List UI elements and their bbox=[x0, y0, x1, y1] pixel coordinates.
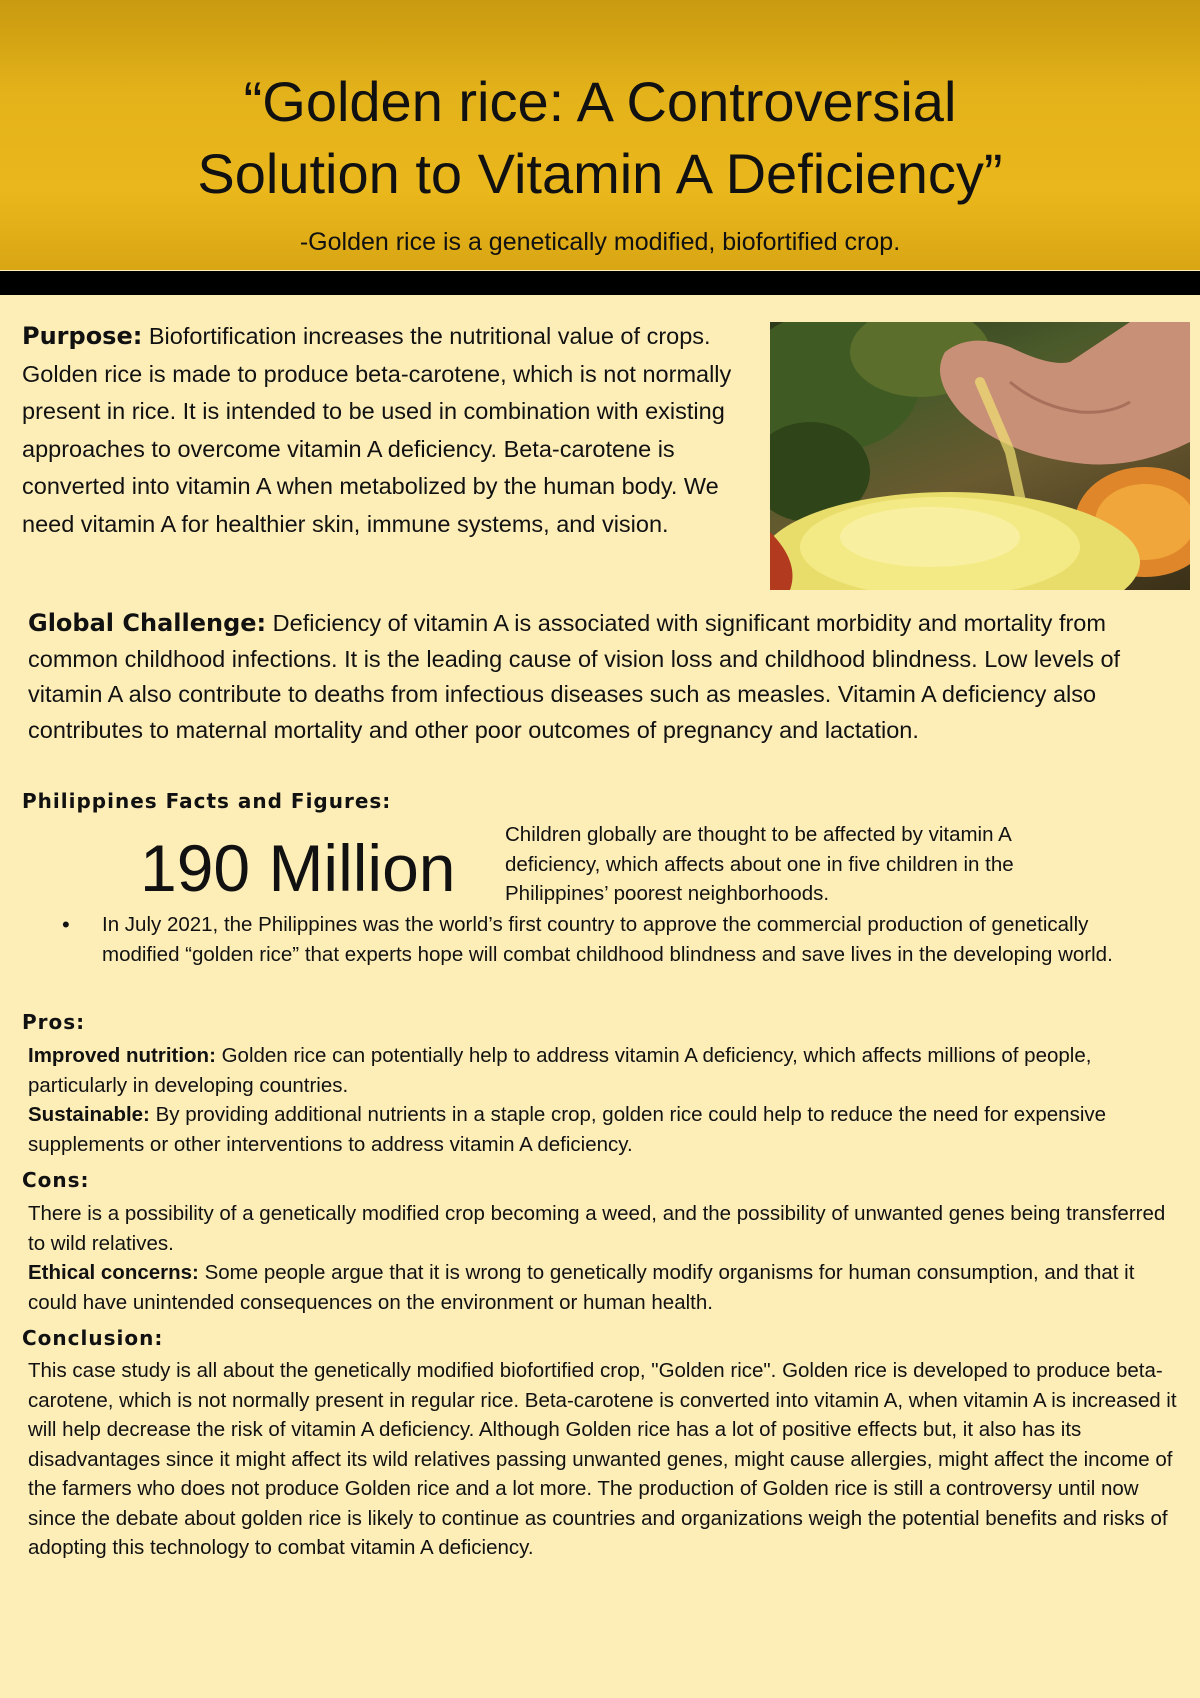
cons-heading: Cons: bbox=[22, 1168, 90, 1192]
page-title-line-2: Solution to Vitamin A Deficiency” bbox=[197, 142, 1003, 205]
pros-section bbox=[28, 1041, 1178, 1159]
cons-intro: There is a possibility of a genetically modified crop becoming a weed, and the possibility of unwanted genes being transferred to wild relatives. bbox=[28, 1202, 1166, 1255]
cons-section bbox=[28, 1199, 1178, 1317]
pros-heading: Pros: bbox=[22, 1010, 86, 1034]
conclusion-heading: Conclusion: bbox=[22, 1326, 164, 1350]
purpose-text: Biofortification increases the nutritional value of crops. Golden rice is made to produce beta-carotene, which is not normally present in rice. It is intended to be used in combination with existing approaches to overcome vitamin A deficiency. Beta-carotene is converted into vitamin A when metabolized by the human body. We need vitamin A for healthier skin, immune systems, and vision. bbox=[22, 323, 732, 537]
pros-item-nutrition bbox=[28, 1041, 1178, 1100]
cons-item-text: Some people argue that it is wrong to genetically modify organisms for human consumption, and that it could have unintended consequences on the environment or human health. bbox=[28, 1261, 1135, 1314]
list-item: • In July 2021, the Philippines was the world’s first country to approve the commercial production of genetically modified “golden rice” that experts hope will combat childhood blindness and save lives in the developing world. bbox=[62, 910, 1152, 969]
purpose-section bbox=[22, 318, 762, 543]
global-challenge-section bbox=[28, 606, 1188, 748]
conclusion-text: This case study is all about the genetically modified biofortified crop, "Golden rice". Golden rice is developed to produce beta-carotene, which is not normally present in regular rice. Beta-carotene is converted into vitamin A, when vitamin A is increased it will help decrease the risk of vitamin A deficiency. Although Golden rice has a lot of positive effects but, it also has its disadvantages since it might affect its wild relatives passing unwanted genes, might cause allergies, might affect the income of the farmers who does not produce Golden rice and a lot more. The production of Golden rice is still a controversy until now since the debate about golden rice is likely to continue as countries and organizations weigh the potential benefits and risks of adopting this technology to combat vitamin A deficiency. bbox=[28, 1359, 1177, 1559]
page-title-line-1: “Golden rice: A Controversial bbox=[243, 70, 957, 133]
pros-item-text: Golden rice can potentially help to address vitamin A deficiency, which affects millions of people, particularly in developing countries. bbox=[28, 1044, 1092, 1097]
children-stat-text: Children globally are thought to be affected by vitamin A deficiency, which affects about one in five children in the Philippines’ poorest neighborhoods. bbox=[505, 823, 1014, 905]
pros-item-label: Sustainable: bbox=[28, 1103, 150, 1126]
philippines-heading: Philippines Facts and Figures: bbox=[22, 789, 392, 813]
purpose-label: Purpose: bbox=[22, 322, 143, 350]
golden-rice-photo bbox=[770, 322, 1190, 590]
big-number-stat: 190 Million bbox=[140, 831, 456, 905]
header-divider-bar bbox=[0, 271, 1200, 295]
header-banner bbox=[0, 0, 1200, 270]
cons-item-ethical bbox=[28, 1258, 1178, 1317]
page-title bbox=[0, 66, 1200, 210]
cons-item-label: Ethical concerns: bbox=[28, 1261, 199, 1284]
pros-item-label: Improved nutrition: bbox=[28, 1044, 216, 1067]
philippines-bullet-list bbox=[62, 910, 1152, 969]
pros-item-text: By providing additional nutrients in a staple crop, golden rice could help to reduce the need for expensive supplements or other interventions to address vitamin A deficiency. bbox=[28, 1103, 1107, 1156]
pros-item-sustainable bbox=[28, 1100, 1178, 1159]
global-challenge-text: Deficiency of vitamin A is associated with significant morbidity and mortality from common childhood infections. It is the leading cause of vision loss and childhood blindness. Low levels of vitamin A also contribute to deaths from infectious diseases such as measles. Vitamin A deficiency also contributes to maternal mortality and other poor outcomes of pregnancy and lactation. bbox=[28, 610, 1121, 743]
page-subtitle: -Golden rice is a genetically modified, biofortified crop. bbox=[299, 228, 901, 256]
hand-pouring-rice-image bbox=[770, 322, 1190, 590]
global-challenge-label: Global Challenge: bbox=[28, 609, 267, 637]
